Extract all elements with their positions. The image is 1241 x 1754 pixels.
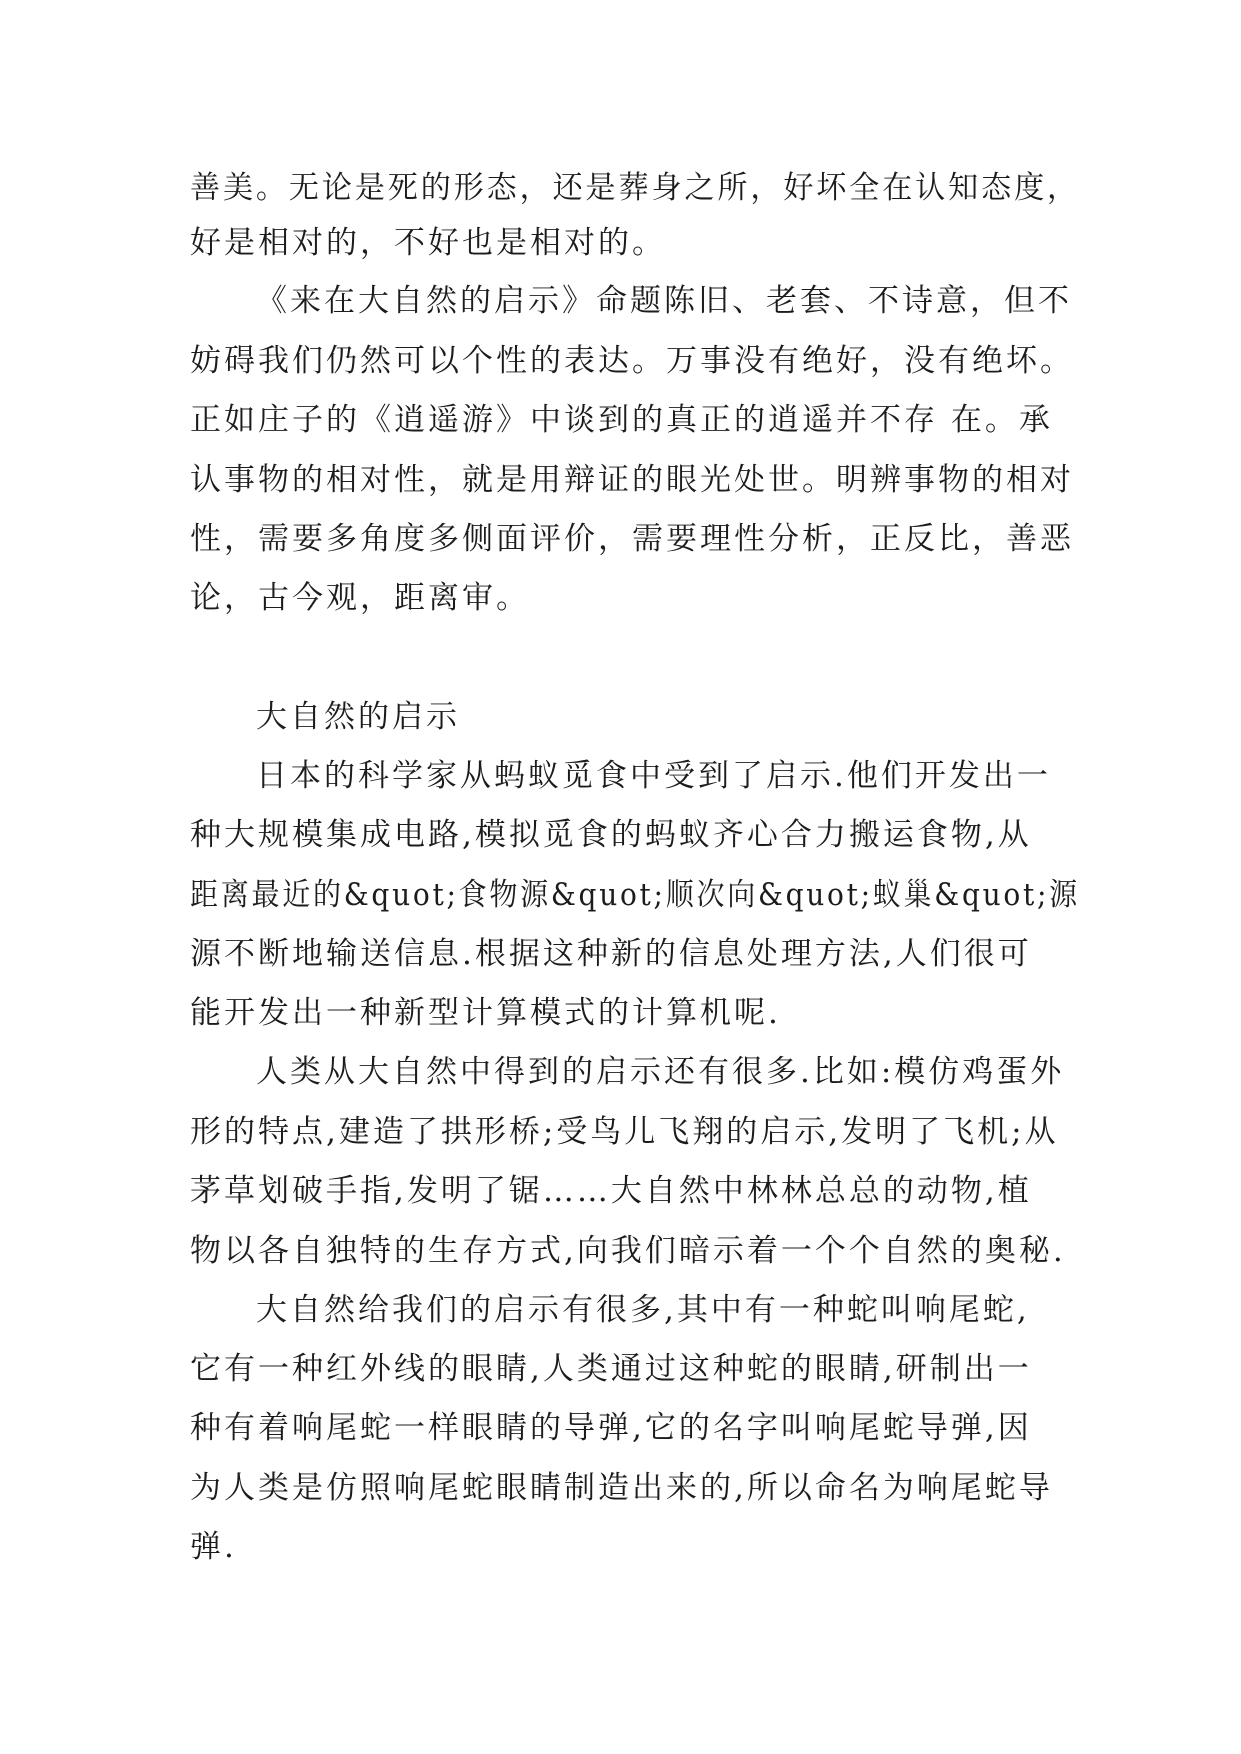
text-line: 物以各自独特的生存方式,向我们暗示着一个个自然的奥秘. — [190, 1233, 1066, 1269]
text-line: 种有着响尾蛇一样眼睛的导弹,它的名字叫响尾蛇导弹,因 — [190, 1410, 1032, 1446]
text-line: 好是相对的，不好也是相对的。 — [190, 225, 666, 261]
text-line: 正如庄子的《逍遥游》中谈到的真正的逍遥并不存 在。承 — [190, 402, 1053, 438]
text-line: 妨碍我们仍然可以个性的表达。万事没有绝好，没有绝坏。 — [190, 343, 1074, 379]
text-line: 论，古今观，距离审。 — [190, 580, 530, 616]
text-line: 善美。无论是死的形态，还是葬身之所，好坏全在认知态度， — [190, 170, 1080, 206]
text-line: 茅草划破手指,发明了锯……大自然中林林总总的动物,植 — [190, 1173, 1032, 1209]
text-line: 人类从大自然中得到的启示还有很多.比如:模仿鸡蛋外 — [256, 1054, 1065, 1090]
text-line: 它有一种红外线的眼睛,人类通过这种蛇的眼睛,研制出一 — [190, 1351, 1032, 1387]
text-line: 大自然给我们的启示有很多,其中有一种蛇叫响尾蛇, — [256, 1292, 1030, 1328]
text-line: 《来在大自然的启示》命题陈旧、老套、不诗意，但不 — [256, 283, 1072, 319]
text-line: 种大规模集成电路,模拟觅食的蚂蚁齐心合力搬运食物,从 — [190, 817, 1032, 853]
text-line: 性，需要多角度多侧面评价，需要理性分析，正反比，善恶 — [190, 521, 1074, 557]
text-line: 弹. — [190, 1529, 237, 1565]
text-line: 认事物的相对性，就是用辩证的眼光处世。明辨事物的相对 — [190, 462, 1074, 498]
text-line: 日本的科学家从蚂蚁觅食中受到了启示.他们开发出一 — [256, 758, 1051, 794]
text-line: 距离最近的&quot;食物源&quot;顺次向&quot;蚁巢&quot;源 — [190, 877, 1080, 913]
text-line: 能开发出一种新型计算模式的计算机呢. — [190, 995, 781, 1031]
text-line: 为人类是仿照响尾蛇眼睛制造出来的,所以命名为响尾蛇导 — [190, 1470, 1053, 1506]
text-line: 形的特点,建造了拱形桥;受鸟儿飞翔的启示,发明了飞机;从 — [190, 1114, 1059, 1150]
text-line: 源不断地输送信息.根据这种新的信息处理方法,人们很可 — [190, 936, 1032, 972]
section-title: 大自然的启示 — [256, 699, 460, 735]
